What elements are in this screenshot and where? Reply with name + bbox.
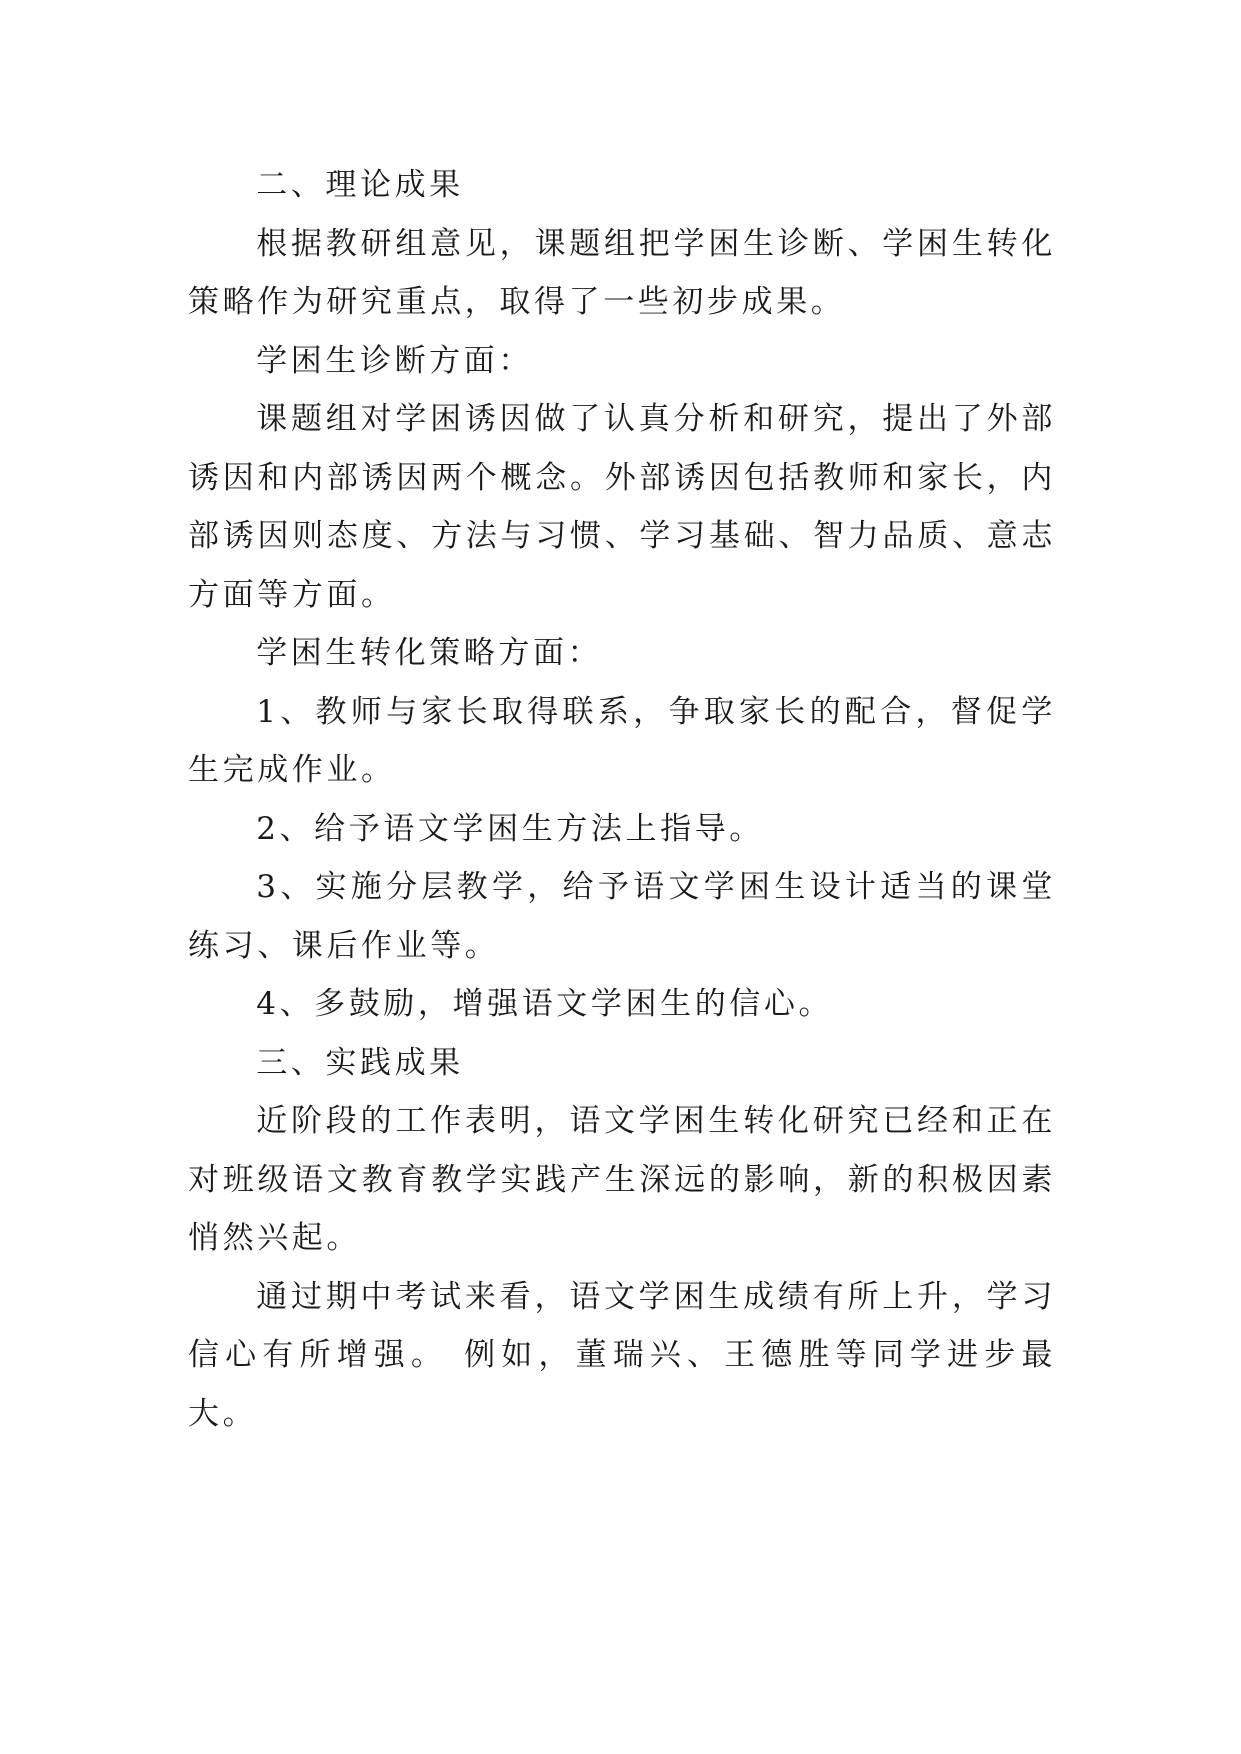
list-item-strategy-2: 2、给予语文学困生方法上指导。 [256, 810, 764, 847]
section-heading-theory: 二、理论成果 [256, 167, 464, 203]
paragraph-research-focus: 根据教研组意见，课题组把学困生诊断、学困生转化策略作为研究重点，取得了一些初步成果。 [188, 225, 1056, 320]
list-item-strategy-3: 3、实施分层教学，给予语文学困生设计适当的课堂练习、课后作业等。 [188, 869, 1056, 964]
list-item-strategy-4: 4、多鼓励，增强语文学困生的信心。 [256, 986, 834, 1022]
list-item-strategy-1: 1、教师与家长取得联系，争取家长的配合，督促学生完成作业。 [188, 693, 1056, 788]
document-body [188, 156, 1056, 1443]
section-heading-practice: 三、实践成果 [256, 1044, 464, 1081]
subheading-strategy: 学困生转化策略方面： [256, 635, 603, 671]
paragraph-practice-impact: 近阶段的工作表明，语文学困生转化研究已经和正在对班级语文教育教学实践产生深远的影响，新的积极因素悄然兴起。 [188, 1103, 1056, 1256]
paragraph-exam-results: 通过期中考试来看，语文学困生成绩有所上升，学习信心有所增强。 例如，董瑞兴、王德胜等同学进步最大。 [188, 1278, 1056, 1432]
subheading-diagnosis: 学困生诊断方面： [256, 342, 533, 379]
paragraph-diagnosis: 课题组对学困诱因做了认真分析和研究，提出了外部诱因和内部诱因两个概念。外部诱因包括教师和家长，内部诱因则态度、方法与习惯、学习基础、智力品质、意志方面等方面。 [188, 401, 1056, 613]
